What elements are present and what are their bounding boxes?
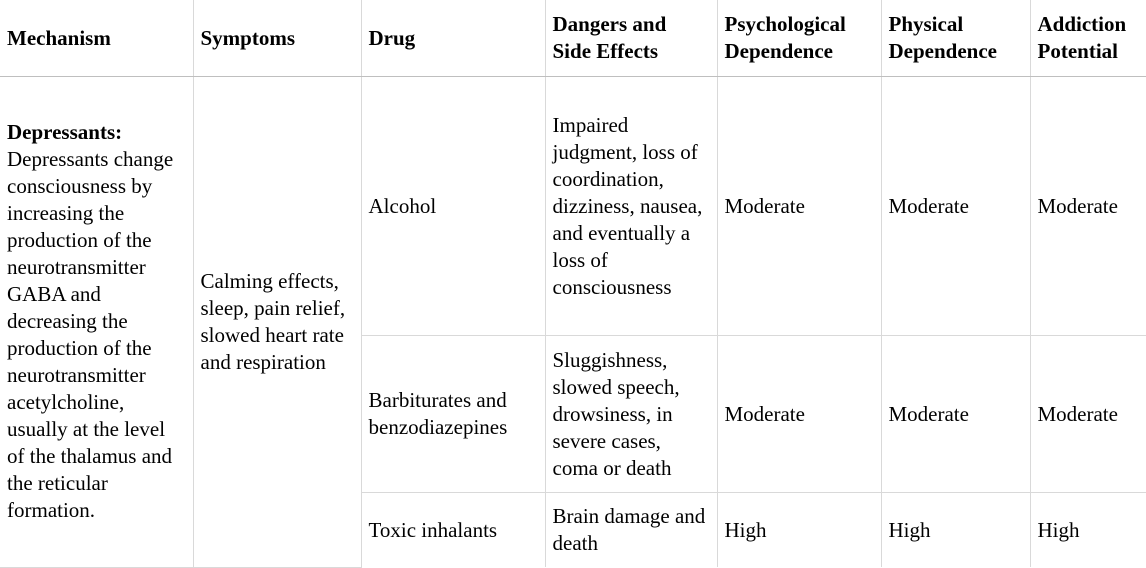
- symptoms-cell: Calming effects, sleep, pain relief, slowed heart rate and respiration: [193, 77, 361, 568]
- addiction-potential-cell: Moderate: [1030, 336, 1146, 493]
- dangers-cell: Impaired judgment, loss of coordination, dizziness, nausea, and eventually a loss of consciousness: [545, 77, 717, 336]
- physical-dependence-cell: High: [881, 493, 1030, 568]
- header-psychological-dependence: Psychological Dependence: [717, 0, 881, 77]
- physical-dependence-cell: Moderate: [881, 336, 1030, 493]
- drug-cell: Toxic inhalants: [361, 493, 545, 568]
- mechanism-cell: [0, 77, 193, 568]
- header-drug: Drug: [361, 0, 545, 77]
- header-mechanism: Mechanism: [0, 0, 193, 77]
- header-physical-dependence: Physical Dependence: [881, 0, 1030, 77]
- header-symptoms: Symptoms: [193, 0, 361, 77]
- dangers-cell: Brain damage and death: [545, 493, 717, 568]
- mechanism-title: Depressants:: [7, 120, 123, 145]
- header-addiction-potential: Addiction Potential: [1030, 0, 1146, 77]
- physical-dependence-cell: Moderate: [881, 77, 1030, 336]
- addiction-potential-cell: High: [1030, 493, 1146, 568]
- drug-cell: Barbiturates and benzodiazepines: [361, 336, 545, 493]
- psychological-dependence-cell: Moderate: [717, 336, 881, 493]
- addiction-potential-cell: Moderate: [1030, 77, 1146, 336]
- mechanism-description: Depressants change consciousness by increasing the production of the neurotransmitter GABA and decreasing the production of the neurotransmitter acetylcholine, usually at the level of the thalamus and the reticular formation.: [7, 147, 174, 523]
- psychological-dependence-cell: High: [717, 493, 881, 568]
- table-header-row: [0, 0, 1146, 77]
- drug-cell: Alcohol: [361, 77, 545, 336]
- dangers-cell: Sluggishness, slowed speech, drowsiness, in severe cases, coma or death: [545, 336, 717, 493]
- table-row: [0, 77, 1146, 336]
- header-dangers: Dangers and Side Effects: [545, 0, 717, 77]
- psychological-dependence-cell: Moderate: [717, 77, 881, 336]
